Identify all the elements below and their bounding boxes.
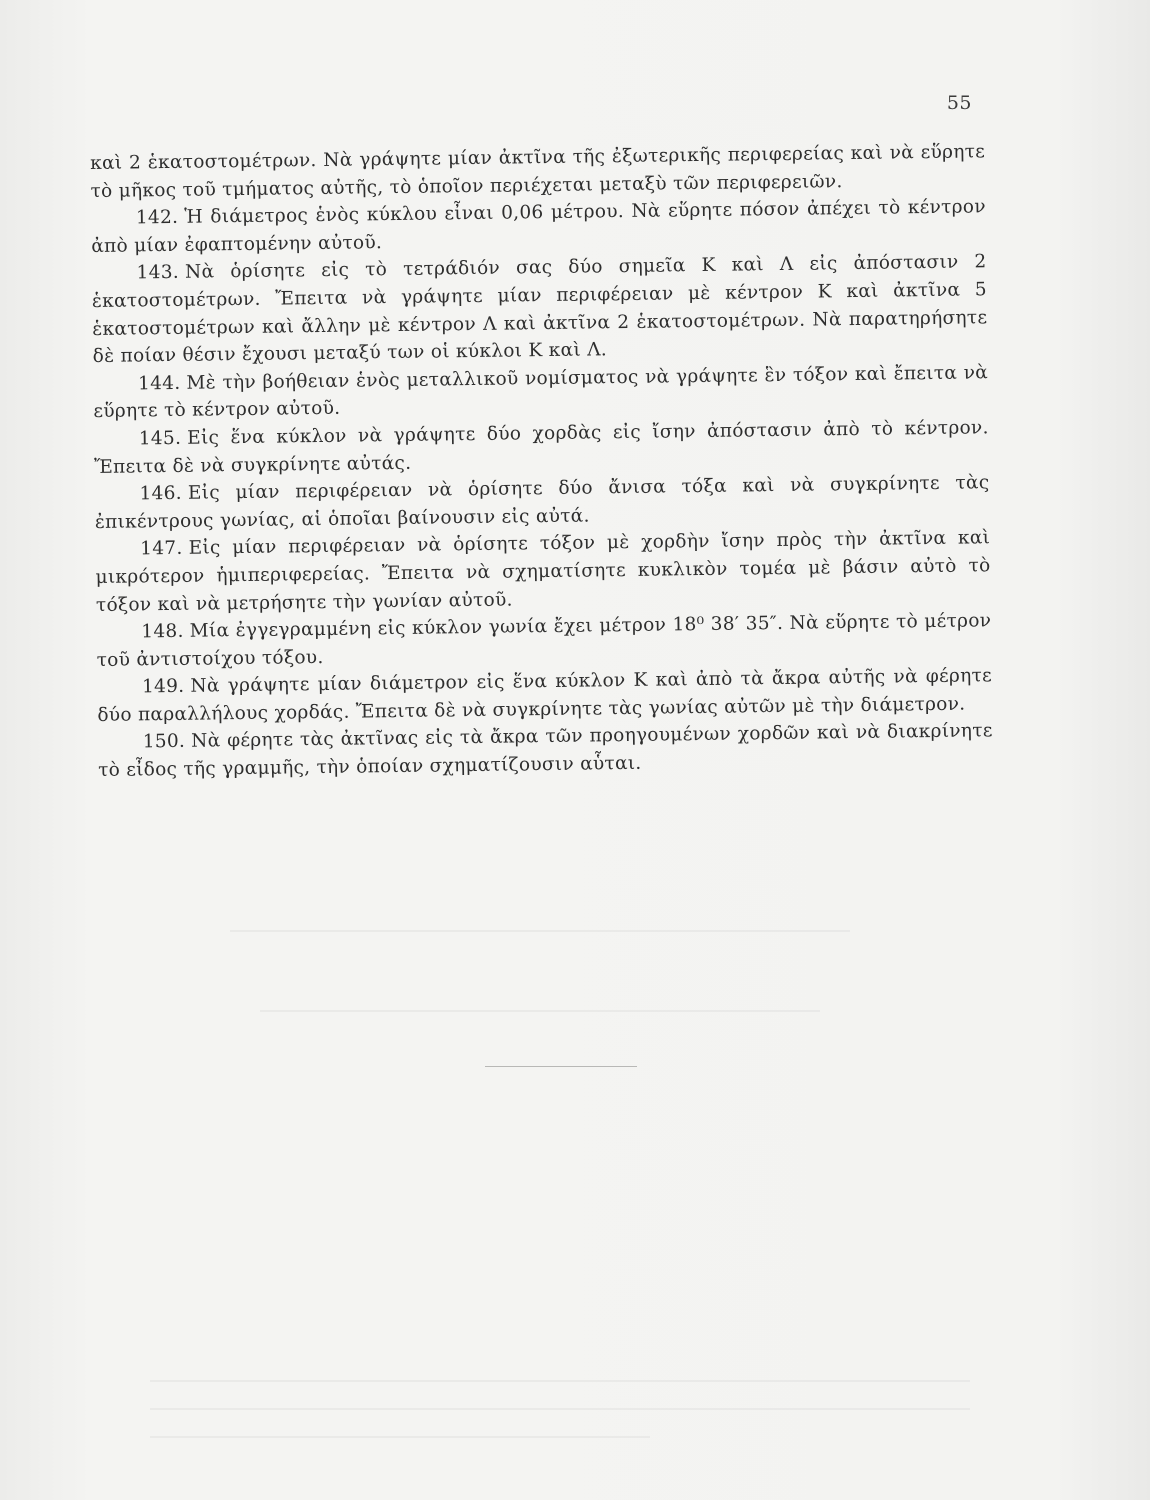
paragraph-text: Εἰς ἕνα κύκλον νὰ γράψητε δύο χορδὰς εἰς ἴσην ἀπόστασιν ἀπὸ τὸ κέντρον. Ἔπειτα δὲ νὰ συγκρίνητε αὐτάς. [94, 417, 989, 478]
show-through-shadow-3 [150, 1380, 970, 1382]
exercise-number: 144. [137, 372, 181, 395]
exercise-150 [98, 718, 994, 785]
exercise-number: 143. [136, 262, 180, 284]
exercise-number: 149. [141, 676, 185, 698]
exercise-number: 145. [138, 427, 182, 450]
exercise-text [90, 138, 993, 784]
paragraph-text: Εἰς μίαν περιφέρειαν νὰ ὁρίσητε τόξον μὲ χορδὴν ἴσην πρὸς τὴν ἀκτῖνα καὶ μικρότερον ἡμιπεριφερείας. Ἔπειτα νὰ σχηματίσητε κυκλικὸν τομέα μὲ βάσιν αὐτὸ τὸ τόξον καὶ νὰ μετρήσητε τὴν γωνίαν αὐτοῦ. [95, 527, 991, 616]
exercise-number: 150. [142, 731, 186, 753]
show-through-shadow-2 [260, 1010, 820, 1012]
paragraph-text: Μία ἐγγεγραμμένη εἰς κύκλον γωνία ἔχει μέτρον 18⁰ 38′ 35″. Νὰ εὕρητε τὸ μέτρον τοῦ ἀντιστοίχου τόξου. [96, 610, 992, 671]
section-end-rule [485, 1066, 637, 1067]
show-through-shadow-5 [150, 1436, 650, 1438]
paragraph-text: Νὰ φέρητε τὰς ἀκτῖνας εἰς τὰ ἄκρα τῶν προηγουμένων χορδῶν καὶ νὰ διακρίνητε τὸ εἶδος τῆς γραμμῆς, τὴν ὁποίαν σχηματίζουσιν αὗται. [97, 720, 993, 782]
exercise-number: 146. [139, 482, 183, 505]
paragraph-text: Ἡ διάμετρος ἑνὸς κύκλου εἶναι 0,06 μέτρου. Νὰ εὕρητε πόσον ἀπέχει τὸ κέντρον ἀπὸ μίαν ἐφαπτομένην αὐτοῦ. [91, 196, 986, 257]
exercise-number: 147. [140, 538, 183, 560]
page-number: 55 [946, 92, 972, 114]
paragraph-text: Εἰς μίαν περιφέρειαν νὰ ὁρίσητε δύο ἄνισα τόξα καὶ νὰ συγκρίνητε τὰς ἐπικέντρους γωνίας, αἱ ὁποῖαι βαίνουσιν εἰς αὐτά. [94, 472, 990, 533]
exercise-147 [95, 525, 991, 619]
show-through-shadow-1 [230, 930, 850, 932]
paragraph-text: καὶ 2 ἑκατοστομέτρων. Νὰ γράψητε μίαν ἀκτῖνα τῆς ἐξωτερικῆς περιφερείας καὶ νὰ εὕρητε τὸ μῆκος τοῦ τμήματος αὐτῆς, τὸ ὁποῖον περιέχεται μεταξὺ τῶν περιφερειῶν. [90, 141, 986, 202]
exercise-number: 148. [141, 620, 184, 643]
exercise-number: 142. [135, 207, 179, 229]
show-through-shadow-4 [150, 1408, 970, 1410]
paragraph-text: Μὲ τὴν βοήθειαν ἑνὸς μεταλλικοῦ νομίσματος νὰ γράψητε ἓν τόξον καὶ ἔπειτα νὰ εὕρητε τὸ κέντρον αὐτοῦ. [93, 362, 989, 423]
paragraph-text: Νὰ ὁρίσητε εἰς τὸ τετράδιόν σας δύο σημεῖα Κ καὶ Λ εἰς ἀπόστασιν 2 ἑκατοστομέτρων. Ἔπειτα νὰ γράψητε μίαν περιφέρειαν μὲ κέντρον Κ καὶ ἀκτῖνα 5 ἑκατοστομέτρων καὶ ἄλλην μὲ κέντρον Λ καὶ ἀκτῖνα 2 ἑκατοστομέτρων. Νὰ παρατηρήσητε δὲ ποίαν θέσιν ἔχουσι μεταξύ των οἱ κύκλοι Κ καὶ Λ. [91, 251, 988, 368]
exercise-143 [91, 249, 987, 371]
paragraph-text: Νὰ γράψητε μίαν διάμετρον εἰς ἕνα κύκλον Κ καὶ ἀπὸ τὰ ἄκρα αὐτῆς νὰ φέρητε δύο παραλλήλους χορδάς. Ἔπειτα δὲ νὰ συγκρίνητε τὰς γωνίας αὐτῶν μὲ τὴν διάμετρον. [97, 665, 993, 726]
